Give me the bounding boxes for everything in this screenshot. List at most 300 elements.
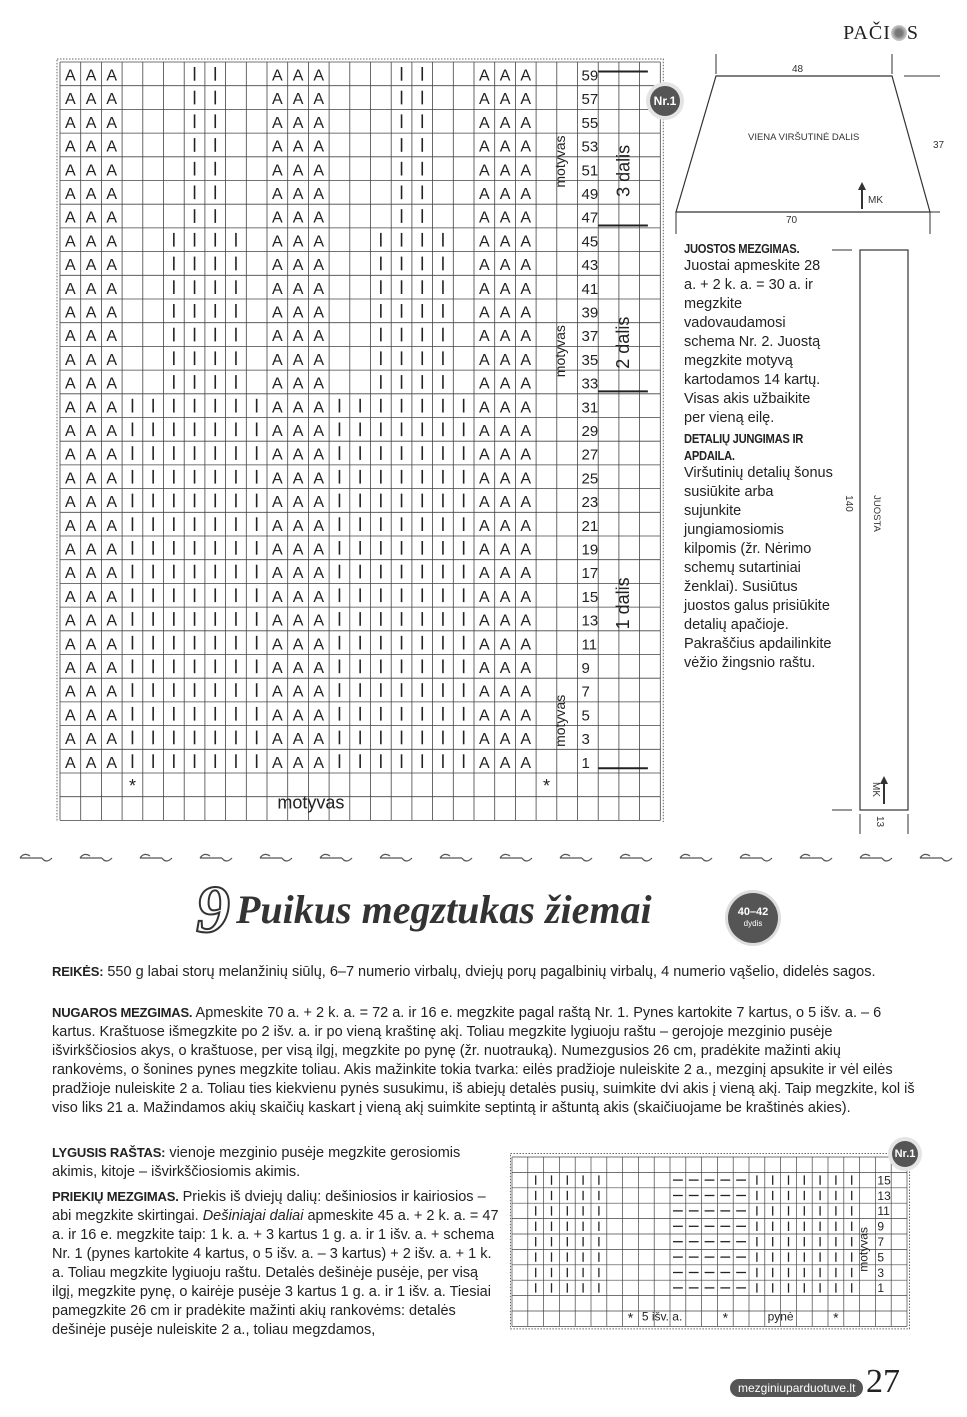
stitch-a: A bbox=[292, 612, 304, 630]
stitch-a: A bbox=[292, 257, 304, 275]
stitch-a: A bbox=[85, 257, 97, 275]
top-piece-label: VIENA VIRŠUTINĖ DALIS bbox=[748, 132, 860, 143]
stitch-a: A bbox=[106, 707, 118, 725]
stitch-a: A bbox=[479, 446, 490, 464]
stitch-a: A bbox=[520, 351, 532, 369]
stitch-a: A bbox=[272, 446, 283, 464]
stitch-a: A bbox=[106, 612, 118, 630]
stitch-a: A bbox=[520, 328, 532, 346]
stitch-a: A bbox=[65, 399, 76, 417]
stitch-a: A bbox=[292, 304, 304, 322]
stitch-a: A bbox=[313, 731, 325, 749]
row-number: 7 bbox=[877, 1235, 885, 1250]
row-number: 39 bbox=[581, 304, 599, 322]
chain-divider bbox=[12, 850, 957, 866]
stitch-a: A bbox=[499, 399, 511, 417]
stitch-a: A bbox=[292, 565, 304, 583]
label-pyne: pynė bbox=[767, 1309, 794, 1324]
motyvas-side-label: motyvas bbox=[552, 325, 569, 378]
row-number: 15 bbox=[877, 1173, 891, 1188]
row-number: 5 bbox=[581, 707, 590, 725]
stitch-a: A bbox=[313, 233, 325, 251]
stitch-a: A bbox=[499, 138, 511, 156]
row-number: 33 bbox=[581, 375, 599, 393]
motyvas-bottom-label: motyvas bbox=[277, 792, 345, 813]
stitch-a: A bbox=[65, 470, 76, 488]
stitch-a: A bbox=[479, 494, 490, 512]
stitch-a: A bbox=[479, 304, 490, 322]
chain-link bbox=[740, 854, 772, 861]
stitch-a: A bbox=[313, 707, 325, 725]
stitch-a: A bbox=[106, 565, 118, 583]
stitch-a: A bbox=[65, 162, 76, 180]
stitch-a: A bbox=[292, 91, 304, 109]
chain-link bbox=[800, 854, 832, 861]
stitch-a: A bbox=[520, 209, 532, 227]
magazine-logo: PAČI S bbox=[843, 22, 919, 44]
stitch-a: A bbox=[313, 375, 325, 393]
row-number: 7 bbox=[581, 683, 590, 701]
row-number: 29 bbox=[581, 422, 599, 440]
bottom-width-label: 70 bbox=[786, 215, 798, 226]
stitch-a: A bbox=[85, 707, 97, 725]
row-number: 51 bbox=[581, 162, 599, 180]
chart-2-grid bbox=[510, 1153, 920, 1358]
stitch-a: A bbox=[65, 588, 76, 606]
stitch-a: A bbox=[479, 114, 490, 132]
stitch-a: A bbox=[106, 446, 118, 464]
stitch-a: A bbox=[313, 565, 325, 583]
stitch-a: A bbox=[85, 114, 97, 132]
stitch-a: A bbox=[479, 257, 490, 275]
stitch-a: A bbox=[499, 470, 511, 488]
stitch-a: A bbox=[313, 754, 325, 772]
stitch-a: A bbox=[499, 351, 511, 369]
asterisk: * bbox=[833, 1309, 839, 1326]
stitch-a: A bbox=[85, 138, 97, 156]
band-label: JUOSTA bbox=[870, 495, 882, 532]
section-label: 2 dalis bbox=[613, 316, 634, 369]
stitch-a: A bbox=[65, 233, 76, 251]
stitch-a: A bbox=[106, 114, 118, 132]
stitch-a: A bbox=[499, 328, 511, 346]
pattern-name: Puikus megztukas žiemai bbox=[236, 887, 652, 932]
row-number: 55 bbox=[581, 114, 599, 132]
stitch-a: A bbox=[479, 233, 490, 251]
stitch-a: A bbox=[85, 470, 97, 488]
stitch-a: A bbox=[479, 612, 490, 630]
stitch-a: A bbox=[272, 565, 283, 583]
stitch-a: A bbox=[85, 399, 97, 417]
stitch-a: A bbox=[520, 280, 532, 298]
top-width-label: 48 bbox=[792, 64, 804, 75]
row-number: 19 bbox=[581, 541, 599, 559]
row-number: 35 bbox=[581, 351, 599, 369]
assembly-heading: DETALIŲ JUNGIMAS IR APDAILA. bbox=[684, 431, 804, 463]
row-number: 41 bbox=[581, 280, 599, 298]
stitch-a: A bbox=[85, 304, 97, 322]
stitch-a: A bbox=[499, 304, 511, 322]
stitch-a: A bbox=[292, 328, 304, 346]
row-number: 13 bbox=[877, 1188, 891, 1203]
stitch-a: A bbox=[499, 565, 511, 583]
stitch-a: A bbox=[106, 588, 118, 606]
stitch-a: A bbox=[479, 351, 490, 369]
stitch-a: A bbox=[106, 636, 118, 654]
stitch-a: A bbox=[65, 541, 76, 559]
stitch-a: A bbox=[106, 659, 118, 677]
stitch-a: A bbox=[106, 304, 118, 322]
stitch-a: A bbox=[313, 209, 325, 227]
row-number: 3 bbox=[877, 1265, 885, 1280]
front-paragraph: PRIEKIŲ MEZGIMAS. Priekis iš dviejų dalių: dešiniosios ir kairiosios – abi megzkite skirtingai. Dešiniajai daliai apmeskite 45 a. + 2 k. a. = 47 a. ir 16 e. megzkite taip: 1 k. a. + 3 kartus 1 g. a. ir 1 išv. a. + schema Nr. 1 (pynes kartokite 4 kartus, o 5 išv. a. – 3 kartus) + 2 išv. a. + 1 k. a. Toliau megzkite lygiuoju raštu. Detalės dešinėje pusėje, per visą ilgį, megzkite pynę, o kairėje pusėje 3 kartus 1 g. a. ir 1 išv. a. Tiesiai pamegzkite 26 cm ir pradėkite mažinti akių rankovėms: detalės dešinėje pusėje nuleiskite 2 a., toliau megzdamos, bbox=[52, 1189, 499, 1338]
stockinette-paragraph: LYGUSIS RAŠTAS: vienoje mezginio pusėje megzkite gerosiomis akimis, kitoje – išvirkščiosiomis akimis. bbox=[52, 1145, 461, 1180]
row-number: 5 bbox=[877, 1250, 885, 1265]
stitch-a: A bbox=[106, 209, 118, 227]
stitch-a: A bbox=[272, 470, 283, 488]
stitch-a: A bbox=[106, 470, 118, 488]
row-number: 45 bbox=[581, 233, 599, 251]
stitch-a: A bbox=[106, 351, 118, 369]
row-number: 53 bbox=[581, 138, 599, 156]
stitch-a: A bbox=[520, 612, 532, 630]
stitch-a: A bbox=[292, 422, 304, 440]
stitch-a: A bbox=[85, 659, 97, 677]
stitch-a: A bbox=[272, 422, 283, 440]
stitch-a: A bbox=[272, 399, 283, 417]
stitch-a: A bbox=[65, 138, 76, 156]
stitch-a: A bbox=[313, 422, 325, 440]
stitch-a: A bbox=[85, 612, 97, 630]
stitch-a: A bbox=[106, 494, 118, 512]
chain-link bbox=[20, 854, 52, 861]
stitch-a: A bbox=[65, 67, 76, 85]
stitch-a: A bbox=[520, 67, 532, 85]
chart-2-badge: Nr.1 bbox=[892, 1141, 918, 1167]
section-label: 3 dalis bbox=[613, 144, 634, 197]
stitch-a: A bbox=[520, 257, 532, 275]
chain-link bbox=[920, 854, 952, 861]
stitch-a: A bbox=[65, 612, 76, 630]
stitch-a: A bbox=[85, 375, 97, 393]
stitch-a: A bbox=[292, 470, 304, 488]
stitch-a: A bbox=[85, 280, 97, 298]
stitch-a: A bbox=[272, 257, 283, 275]
stitch-a: A bbox=[479, 138, 490, 156]
stitch-a: A bbox=[106, 138, 118, 156]
chain-link bbox=[680, 854, 712, 861]
stitch-a: A bbox=[313, 541, 325, 559]
stitch-a: A bbox=[313, 328, 325, 346]
page-number: 27 bbox=[866, 1363, 900, 1400]
stitch-a: A bbox=[313, 351, 325, 369]
stitch-a: A bbox=[499, 233, 511, 251]
stitch-a: A bbox=[292, 683, 304, 701]
stitch-a: A bbox=[106, 67, 118, 85]
chain-link bbox=[860, 854, 892, 861]
stitch-a: A bbox=[272, 659, 283, 677]
stitch-a: A bbox=[65, 517, 76, 535]
chart-1-symbols bbox=[65, 67, 633, 813]
row-number: 9 bbox=[581, 659, 590, 677]
stitch-a: A bbox=[292, 375, 304, 393]
row-number: 1 bbox=[877, 1281, 885, 1296]
stitch-a: A bbox=[520, 659, 532, 677]
stitch-a: A bbox=[313, 470, 325, 488]
stitch-a: A bbox=[65, 422, 76, 440]
stitch-a: A bbox=[479, 731, 490, 749]
stitch-a: A bbox=[292, 659, 304, 677]
stitch-a: A bbox=[65, 328, 76, 346]
band-width-label: 13 bbox=[874, 815, 886, 828]
stitch-a: A bbox=[520, 541, 532, 559]
stitch-a: A bbox=[313, 494, 325, 512]
stitch-a: A bbox=[292, 351, 304, 369]
chain-link bbox=[500, 854, 532, 861]
stitch-a: A bbox=[272, 114, 283, 132]
asterisk: * bbox=[128, 775, 136, 796]
stitch-a: A bbox=[65, 114, 76, 132]
stitch-a: A bbox=[499, 494, 511, 512]
row-number: 25 bbox=[581, 470, 599, 488]
stitch-a: A bbox=[313, 138, 325, 156]
stitch-a: A bbox=[65, 683, 76, 701]
stitch-a: A bbox=[313, 304, 325, 322]
stitch-a: A bbox=[85, 351, 97, 369]
knitting-chart-1 bbox=[56, 58, 666, 822]
stitch-a: A bbox=[499, 257, 511, 275]
band-length-label: 140 bbox=[842, 495, 854, 512]
stitch-a: A bbox=[85, 446, 97, 464]
stitch-a: A bbox=[85, 517, 97, 535]
stitch-a: A bbox=[479, 683, 490, 701]
stitch-a: A bbox=[479, 422, 490, 440]
stitch-a: A bbox=[272, 233, 283, 251]
stitch-a: A bbox=[85, 541, 97, 559]
stitch-a: A bbox=[499, 659, 511, 677]
stitch-a: A bbox=[479, 707, 490, 725]
stitch-a: A bbox=[272, 731, 283, 749]
stitch-a: A bbox=[65, 209, 76, 227]
stitch-a: A bbox=[106, 91, 118, 109]
stitch-a: A bbox=[479, 375, 490, 393]
stitch-a: A bbox=[479, 470, 490, 488]
stitch-a: A bbox=[499, 375, 511, 393]
stitch-a: A bbox=[499, 162, 511, 180]
stitch-a: A bbox=[313, 162, 325, 180]
stitch-a: A bbox=[520, 185, 532, 203]
stitch-a: A bbox=[65, 375, 76, 393]
chain-link bbox=[620, 854, 652, 861]
stitch-a: A bbox=[499, 209, 511, 227]
stitch-a: A bbox=[272, 91, 283, 109]
stitch-a: A bbox=[106, 233, 118, 251]
stitch-a: A bbox=[520, 304, 532, 322]
stitch-a: A bbox=[106, 328, 118, 346]
back-paragraph: NUGAROS MEZGIMAS. Apmeskite 70 a. + 2 k. a. = 72 a. ir 16 e. megzkite pagal raštą Nr. 1. Pynes kartokite 7 kartus, o 5 išv. a. – 6 kartus. Kraštuose išmegzkite po 2 išv. a. ir po vieną kraštinę akį. Toliau megzkite lygiuoju raštu – gerojoje mezginio pusėje išvirkščiosios akys, o kraštuose, per visą ilgį, megzkite po pynę (žr. nuotrauką). Numezgusios 26 cm, pradėkite mažinti akių rankovėms, o šonines pynes megzkite toliau. Akis mažinkite tokia tvarka: eilės pradžioje nuleiskite 2 a., mezginį apsukite ir vėl eilės pradžioje nuleiskite 2 a. Toliau ties kiekvienu pynės susukimu, iš abiejų detalės pusių, suimkite dvi akis į vieną akį. Taip megzkite, kol iš viso liks 21 a. Mažindamos akių skaičių kaskart į vieną akį suimkite septintą ir aštuntą akis (skaičiuojame be kraštinės akies). bbox=[52, 1005, 915, 1116]
stitch-a: A bbox=[479, 209, 490, 227]
stitch-a: A bbox=[313, 612, 325, 630]
row-number: 59 bbox=[581, 67, 599, 85]
stitch-a: A bbox=[313, 114, 325, 132]
stitch-a: A bbox=[499, 636, 511, 654]
stitch-a: A bbox=[313, 446, 325, 464]
chain-link bbox=[260, 854, 292, 861]
stitch-a: A bbox=[313, 280, 325, 298]
row-number: 37 bbox=[581, 328, 599, 346]
stitch-a: A bbox=[313, 91, 325, 109]
stitch-a: A bbox=[292, 162, 304, 180]
stitch-a: A bbox=[106, 375, 118, 393]
stitch-a: A bbox=[106, 683, 118, 701]
flower-icon bbox=[891, 25, 907, 41]
stitch-a: A bbox=[65, 446, 76, 464]
stitch-a: A bbox=[520, 138, 532, 156]
stitch-a: A bbox=[272, 162, 283, 180]
stitch-a: A bbox=[65, 494, 76, 512]
stitch-a: A bbox=[272, 280, 283, 298]
stitch-a: A bbox=[520, 683, 532, 701]
stitch-a: A bbox=[313, 257, 325, 275]
stitch-a: A bbox=[499, 683, 511, 701]
row-number: 49 bbox=[581, 185, 599, 203]
stitch-a: A bbox=[292, 754, 304, 772]
stitch-a: A bbox=[106, 257, 118, 275]
stitch-a: A bbox=[292, 114, 304, 132]
stitch-a: A bbox=[292, 731, 304, 749]
chain-link bbox=[560, 854, 592, 861]
stitch-a: A bbox=[272, 541, 283, 559]
chart-1-grid bbox=[56, 58, 666, 822]
stitch-a: A bbox=[520, 731, 532, 749]
stitch-a: A bbox=[499, 422, 511, 440]
stitch-a: A bbox=[272, 304, 283, 322]
stitch-a: A bbox=[272, 636, 283, 654]
stitch-a: A bbox=[292, 446, 304, 464]
stitch-a: A bbox=[479, 659, 490, 677]
mk-label-bottom: MK bbox=[870, 782, 881, 797]
chain-link bbox=[80, 854, 112, 861]
assembly-text: Viršutinių detalių šonus susiūkite arba sujunkite jungiamosiomis kilpomis (žr. Nėrimo schemų sutartiniai ženklai). Susiūtus juostos galus prisiūkite detalių apačioje. Pakraščius apdailinkite vėžio žingsnio raštu. bbox=[684, 465, 833, 671]
stitch-a: A bbox=[106, 185, 118, 203]
stitch-a: A bbox=[479, 280, 490, 298]
stitch-a: A bbox=[292, 636, 304, 654]
stitch-a: A bbox=[499, 731, 511, 749]
band-heading: JUOSTOS MEZGIMAS. bbox=[684, 241, 800, 256]
stitch-a: A bbox=[85, 233, 97, 251]
stitch-a: A bbox=[499, 517, 511, 535]
chart-1-gridlines bbox=[60, 62, 660, 820]
stitch-a: A bbox=[272, 328, 283, 346]
stitch-a: A bbox=[65, 351, 76, 369]
stitch-a: A bbox=[65, 91, 76, 109]
asterisk: * bbox=[627, 1309, 634, 1326]
stitch-a: A bbox=[272, 754, 283, 772]
row-number: 11 bbox=[877, 1204, 890, 1219]
chain-link bbox=[320, 854, 352, 861]
stitch-a: A bbox=[272, 67, 283, 85]
row-number: 43 bbox=[581, 257, 599, 275]
stitch-a: A bbox=[499, 91, 511, 109]
stitch-a: A bbox=[292, 541, 304, 559]
stitch-a: A bbox=[272, 707, 283, 725]
stitch-a: A bbox=[292, 185, 304, 203]
stitch-a: A bbox=[499, 185, 511, 203]
band-text: Juostai apmeskite 28 a. + 2 k. a. = 30 a. ir megzkite vadovaudamosi schema Nr. 2. Juostą megzkite motyvą kartodamos 14 kartų. Visas akis užbaikite per vieną eilę. bbox=[684, 258, 821, 426]
stitch-a: A bbox=[65, 707, 76, 725]
stitch-a: A bbox=[520, 114, 532, 132]
stitch-a: A bbox=[520, 754, 532, 772]
stitch-a: A bbox=[85, 422, 97, 440]
stitch-a: A bbox=[106, 541, 118, 559]
stitch-a: A bbox=[85, 588, 97, 606]
stitch-a: A bbox=[499, 446, 511, 464]
stitch-a: A bbox=[520, 162, 532, 180]
stitch-a: A bbox=[520, 375, 532, 393]
stitch-a: A bbox=[520, 399, 532, 417]
stitch-a: A bbox=[292, 280, 304, 298]
stitch-a: A bbox=[479, 754, 490, 772]
row-number: 1 bbox=[581, 754, 590, 772]
stitch-a: A bbox=[292, 67, 304, 85]
row-number: 57 bbox=[581, 91, 599, 109]
row-number: 3 bbox=[581, 731, 590, 749]
size-badge: 40–42 dydis bbox=[728, 893, 778, 943]
stitch-a: A bbox=[272, 209, 283, 227]
stitch-a: A bbox=[520, 588, 532, 606]
mk-label-top: MK bbox=[868, 195, 883, 206]
stitch-a: A bbox=[499, 754, 511, 772]
stitch-a: A bbox=[520, 636, 532, 654]
stitch-a: A bbox=[65, 636, 76, 654]
pattern-title bbox=[196, 870, 652, 949]
stitch-a: A bbox=[292, 233, 304, 251]
stitch-a: A bbox=[85, 185, 97, 203]
stitch-a: A bbox=[65, 185, 76, 203]
chart-1-badge: Nr.1 bbox=[650, 86, 680, 116]
stitch-a: A bbox=[520, 470, 532, 488]
band-instructions bbox=[684, 240, 834, 673]
row-number: 23 bbox=[581, 494, 599, 512]
stitch-a: A bbox=[106, 731, 118, 749]
stitch-a: A bbox=[313, 517, 325, 535]
stitch-a: A bbox=[106, 517, 118, 535]
row-number: 9 bbox=[877, 1219, 885, 1234]
knitting-chart-2 bbox=[510, 1153, 920, 1363]
materials-paragraph: REIKĖS: 550 g labai storų melanžinių siūlų, 6–7 numerio virbalų, dviejų porų pagalbinių virbalų, 4 numerio vąšelio, didelės sagos. bbox=[52, 964, 876, 980]
stitch-a: A bbox=[499, 280, 511, 298]
stitch-a: A bbox=[272, 588, 283, 606]
motyvas-side-label: motyvas bbox=[552, 135, 569, 188]
stitch-a: A bbox=[499, 588, 511, 606]
stitch-a: A bbox=[313, 683, 325, 701]
stitch-a: A bbox=[85, 754, 97, 772]
stitch-a: A bbox=[479, 636, 490, 654]
stitch-a: A bbox=[85, 683, 97, 701]
stitch-a: A bbox=[85, 636, 97, 654]
stitch-a: A bbox=[292, 494, 304, 512]
pattern-number: 9 bbox=[196, 871, 230, 947]
stitch-a: A bbox=[85, 565, 97, 583]
stitch-a: A bbox=[520, 494, 532, 512]
stitch-a: A bbox=[313, 659, 325, 677]
chain-link bbox=[200, 854, 232, 861]
website-badge[interactable]: mezginiuparduotuve.lt bbox=[730, 1379, 863, 1397]
stitch-a: A bbox=[272, 351, 283, 369]
row-number: 47 bbox=[581, 209, 599, 227]
stitch-a: A bbox=[272, 375, 283, 393]
stitch-a: A bbox=[65, 754, 76, 772]
